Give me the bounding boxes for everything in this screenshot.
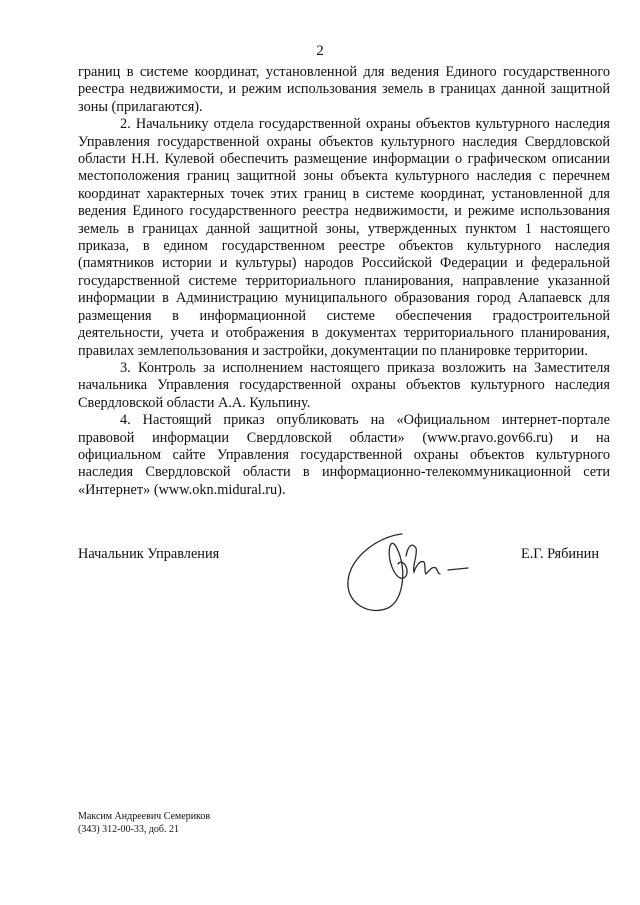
handwritten-signature <box>340 516 480 626</box>
paragraph-1-continuation: границ в системе координат, установленной для ведения Единого государственного реестра недвижимости, и режим использования земель в границах данной защитной зоны (прилагаются). <box>78 64 610 115</box>
paragraph-item-4: 4. Настоящий приказ опубликовать на «Официальном интернет-портале правовой информации Свердловской области» (www.pravo.gov66.ru) и на официальном сайте Управления государственной охраны объектов культурного наследия Свердловской области в информационно-телекоммуникационной сети «Интернет» (www.okn.midural.ru). <box>78 412 610 498</box>
paragraph-item-2: 2. Начальнику отдела государственной охраны объектов культурного наследия Управления государственной охраны объектов культурного наследия Свердловской области Н.Н. Кулевой обеспечить размещение информации о графическом описании местоположения границ защитной зоны объекта культурного наследия с перечнем координат характерных точек этих границ в системе координат, установленной для ведения Единого государственного реестра недвижимости, и режиме использования земель в границах данной защитной зоны, утвержденных пунктом 1 настоящего приказа, в едином государственном реестре объектов культурного наследия (памятников истории и культуры) народов Российской Федерации и федеральной государственной системе территориального планирования, направление указанной информации в Администрацию муниципального образования город Алапаевск для размещения в информационной системе обеспечения градостроительной деятельности, учета и отображения в документах территориального планирования, правилах землепользования и застройки, документации по планировке территории. <box>78 116 610 359</box>
page-number: 2 <box>316 43 324 59</box>
paragraph-item-3: 3. Контроль за исполнением настоящего приказа возложить на Заместителя начальника Управления государственной охраны объектов культурного наследия Свердловской области А.А. Кульпину. <box>78 359 610 411</box>
executor-name: Максим Андреевич Семериков <box>78 811 211 822</box>
signatory-title: Начальник Управления <box>78 546 220 562</box>
signatory-name: Е.Г. Рябинин <box>521 546 599 562</box>
document-body <box>78 64 610 499</box>
executor-footer <box>78 810 210 836</box>
executor-phone: (343) 312-00-33, доб. 21 <box>78 824 179 835</box>
